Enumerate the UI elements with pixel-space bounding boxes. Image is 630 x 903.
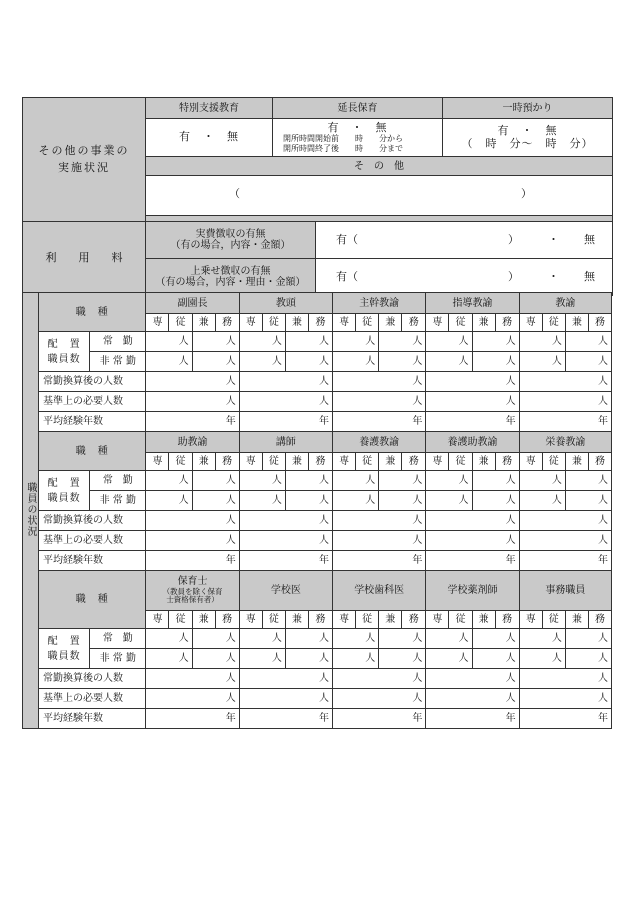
heikin-0: 年: [146, 551, 239, 571]
sonota-paren-open: （: [229, 187, 240, 200]
hijokin-senju-1: 人: [239, 491, 285, 511]
senju-char-b: 従: [169, 453, 192, 471]
kenmu-char-a: 兼: [285, 314, 308, 332]
hijokin-senju-2: 人: [333, 491, 379, 511]
haichi-line1: 配 置: [47, 477, 81, 489]
jippi-mu: 無: [584, 233, 595, 246]
uwanose-dot: ・: [548, 270, 559, 283]
kijun-2: 人: [333, 392, 426, 412]
job-hoikushi-line2: （教員を除く保育: [162, 586, 223, 596]
jokin-senju-3: 人: [426, 471, 472, 491]
uwanose-value: [316, 259, 613, 296]
jokin-senju-3: 人: [426, 629, 472, 649]
jokin-kenmu-4: 人: [565, 471, 611, 491]
jokin-senju-1: 人: [239, 629, 285, 649]
hijokin-senju-4: 人: [519, 649, 565, 669]
hijokin-senju-2: 人: [333, 352, 379, 372]
job-title: 栄養教諭: [519, 432, 611, 453]
hijokin-kenmu-2: 人: [379, 352, 426, 372]
kijun-label: 基準上の必要人数: [39, 392, 146, 412]
kenmu-char-b: 務: [402, 453, 426, 471]
heikin-2: 年: [333, 551, 426, 571]
kanzan-0: 人: [146, 511, 239, 531]
job-hoikushi-line3: 士資格保有者）: [166, 595, 219, 605]
jokin-kenmu-3: 人: [472, 471, 519, 491]
kanzan-1: 人: [239, 511, 332, 531]
encho-end-time: 開所時間終了後 時 分まで: [283, 143, 403, 153]
kenmu-char-b: 務: [588, 611, 611, 629]
kenmu-char-b: 務: [308, 611, 332, 629]
hijokin-label: 非 常 勤: [90, 649, 146, 669]
kenmu-char-b: 務: [215, 314, 239, 332]
hijokin-senju-2: 人: [333, 649, 379, 669]
kanzan-3: 人: [426, 372, 519, 392]
jokin-kenmu-0: 人: [192, 629, 239, 649]
kenmu-char-b: 務: [588, 314, 611, 332]
hijokin-label: 非 常 勤: [90, 491, 146, 511]
uwanose-close: ）: [508, 270, 519, 283]
kanzan-0: 人: [146, 669, 239, 689]
jokin-kenmu-1: 人: [285, 332, 332, 352]
kenmu-char-b: 務: [495, 453, 519, 471]
senju-char-a: 専: [519, 314, 542, 332]
tokubetsu-value: 有 ・ 無: [146, 119, 273, 157]
jokin-kenmu-1: 人: [285, 629, 332, 649]
encho-label: 延長保育: [273, 98, 443, 119]
kanzan-label: 常勤換算後の人数: [39, 372, 146, 392]
kijun-2: 人: [333, 689, 426, 709]
kenmu-char-a: 兼: [379, 453, 402, 471]
jokin-senju-2: 人: [333, 332, 379, 352]
jippi-label-cell: [146, 222, 316, 259]
kenmu-char-a: 兼: [192, 314, 215, 332]
hijokin-senju-0: 人: [146, 649, 192, 669]
tokubetsu-label: 特別支援教育: [146, 98, 273, 119]
heikin-1: 年: [239, 709, 332, 729]
jokin-senju-0: 人: [146, 471, 192, 491]
shokushu-label: 職 種: [39, 293, 146, 332]
kenmu-char-a: 兼: [565, 314, 588, 332]
hijokin-kenmu-3: 人: [472, 491, 519, 511]
senju-char-b: 従: [262, 611, 285, 629]
senju-char-a: 専: [333, 611, 356, 629]
kijun-3: 人: [426, 689, 519, 709]
hijokin-kenmu-2: 人: [379, 649, 426, 669]
kanzan-3: 人: [426, 669, 519, 689]
jippi-dot: ・: [548, 233, 559, 246]
kanzan-label: 常勤換算後の人数: [39, 669, 146, 689]
haichi-line1: 配 置: [47, 338, 81, 350]
jokin-kenmu-2: 人: [379, 332, 426, 352]
jokin-senju-0: 人: [146, 629, 192, 649]
encho-start-time: 開所時間開始前 時 分から: [283, 134, 403, 144]
job-title: 教頭: [239, 293, 332, 314]
job-title: 講師: [239, 432, 332, 453]
kenmu-char-a: 兼: [472, 453, 495, 471]
jokin-senju-3: 人: [426, 332, 472, 352]
senju-char-a: 専: [146, 611, 169, 629]
kanzan-2: 人: [333, 669, 426, 689]
senju-char-a: 専: [519, 453, 542, 471]
kijun-4: 人: [519, 531, 611, 551]
kenmu-char-b: 務: [308, 453, 332, 471]
jokin-kenmu-0: 人: [192, 332, 239, 352]
jokin-kenmu-2: 人: [379, 629, 426, 649]
jokin-senju-1: 人: [239, 332, 285, 352]
heikin-1: 年: [239, 551, 332, 571]
hijokin-senju-0: 人: [146, 491, 192, 511]
senju-char-b: 従: [169, 611, 192, 629]
senju-char-a: 専: [146, 453, 169, 471]
job-title: 学校歯科医: [333, 571, 426, 611]
encho-cell: [273, 119, 443, 157]
shokuin-header-cell: [23, 293, 39, 729]
hijokin-senju-1: 人: [239, 352, 285, 372]
ichiji-cell: [443, 119, 613, 157]
kenmu-char-a: 兼: [472, 314, 495, 332]
kanzan-3: 人: [426, 511, 519, 531]
jippi-label: 実費徴収の有無: [195, 229, 266, 240]
jippi-close: ）: [508, 233, 519, 246]
senju-char-b: 従: [262, 453, 285, 471]
heikin-4: 年: [519, 412, 611, 432]
jokin-senju-2: 人: [333, 471, 379, 491]
heikin-label: 平均経験年数: [39, 551, 146, 571]
heikin-4: 年: [519, 709, 611, 729]
uwanose-sublabel: （有の場合，内容・理由・金額）: [155, 277, 306, 288]
hijokin-kenmu-1: 人: [285, 491, 332, 511]
senju-char-a: 専: [239, 453, 262, 471]
shokushu-label: 職 種: [39, 571, 146, 629]
senju-char-b: 従: [542, 314, 565, 332]
senju-char-b: 従: [449, 314, 472, 332]
shokushu-label: 職 種: [39, 432, 146, 471]
job-title: 事務職員: [519, 571, 611, 611]
jippi-value: [316, 222, 613, 259]
senju-char-b: 従: [356, 314, 379, 332]
hijokin-kenmu-4: 人: [565, 491, 611, 511]
hijokin-kenmu-3: 人: [472, 649, 519, 669]
heikin-label: 平均経験年数: [39, 412, 146, 432]
sonota-paren-close: ）: [521, 187, 532, 200]
kenmu-char-a: 兼: [472, 611, 495, 629]
jokin-label: 常 勤: [90, 629, 146, 649]
job-title: 学校医: [239, 571, 332, 611]
senju-char-b: 従: [262, 314, 285, 332]
kijun-4: 人: [519, 392, 611, 412]
kijun-3: 人: [426, 392, 519, 412]
kanzan-4: 人: [519, 669, 611, 689]
hijokin-kenmu-0: 人: [192, 352, 239, 372]
senju-char-b: 従: [169, 314, 192, 332]
kanzan-4: 人: [519, 511, 611, 531]
kanzan-0: 人: [146, 372, 239, 392]
kanzan-4: 人: [519, 372, 611, 392]
senju-char-b: 従: [449, 611, 472, 629]
uwanose-yu: 有（: [336, 270, 358, 283]
haichi-line2: 職員数: [47, 492, 81, 504]
senju-char-a: 専: [426, 314, 449, 332]
jokin-senju-4: 人: [519, 471, 565, 491]
kenmu-char-b: 務: [495, 314, 519, 332]
staff-table: [22, 292, 612, 729]
kanzan-1: 人: [239, 669, 332, 689]
hijokin-senju-0: 人: [146, 352, 192, 372]
haichi-label: [39, 471, 90, 511]
heikin-0: 年: [146, 412, 239, 432]
jigyo-header-cell: [23, 98, 146, 222]
jigyo-header: その他の事業の実施状況: [38, 144, 130, 174]
kijun-4: 人: [519, 689, 611, 709]
shokuin-header: 職員の状況: [25, 481, 37, 537]
kenmu-char-b: 務: [215, 611, 239, 629]
ichiji-time: （ 時 分～ 時 分）: [461, 136, 594, 150]
uwanose-label-cell: [146, 259, 316, 296]
kenmu-char-a: 兼: [285, 611, 308, 629]
job-title: 副園長: [146, 293, 239, 314]
ichiji-label: 一時預かり: [443, 98, 613, 119]
jokin-senju-4: 人: [519, 629, 565, 649]
job-title: 教諭: [519, 293, 611, 314]
kanzan-1: 人: [239, 372, 332, 392]
job-title: 養護教諭: [333, 432, 426, 453]
hijokin-senju-1: 人: [239, 649, 285, 669]
senju-char-b: 従: [542, 453, 565, 471]
hijokin-label: 非 常 勤: [90, 352, 146, 372]
senju-char-a: 専: [426, 611, 449, 629]
senju-char-b: 従: [449, 453, 472, 471]
jokin-senju-4: 人: [519, 332, 565, 352]
jippi-sublabel: （有の場合，内容・金額）: [170, 240, 291, 251]
kenmu-char-a: 兼: [379, 314, 402, 332]
haichi-line2: 職員数: [47, 650, 81, 662]
hijokin-senju-4: 人: [519, 491, 565, 511]
haichi-line2: 職員数: [47, 353, 81, 365]
jokin-senju-1: 人: [239, 471, 285, 491]
business-table: [22, 97, 613, 296]
kijun-0: 人: [146, 531, 239, 551]
heikin-3: 年: [426, 551, 519, 571]
hijokin-kenmu-4: 人: [565, 649, 611, 669]
hijokin-senju-3: 人: [426, 649, 472, 669]
jokin-kenmu-3: 人: [472, 332, 519, 352]
haichi-line1: 配 置: [47, 635, 81, 647]
kenmu-char-b: 務: [215, 453, 239, 471]
senju-char-a: 専: [426, 453, 449, 471]
jokin-senju-2: 人: [333, 629, 379, 649]
job-title: 主幹教諭: [333, 293, 426, 314]
job-title: 指導教諭: [426, 293, 519, 314]
kijun-3: 人: [426, 531, 519, 551]
jokin-label: 常 勤: [90, 471, 146, 491]
hijokin-senju-3: 人: [426, 352, 472, 372]
heikin-2: 年: [333, 412, 426, 432]
kenmu-char-b: 務: [495, 611, 519, 629]
sonota-value: [146, 176, 613, 216]
haichi-label: [39, 332, 90, 372]
hijokin-kenmu-4: 人: [565, 352, 611, 372]
senju-char-a: 専: [239, 314, 262, 332]
senju-char-a: 専: [333, 453, 356, 471]
kenmu-char-a: 兼: [379, 611, 402, 629]
kenmu-char-a: 兼: [192, 453, 215, 471]
heikin-3: 年: [426, 709, 519, 729]
job-title: 学校薬剤師: [426, 571, 519, 611]
kanzan-label: 常勤換算後の人数: [39, 511, 146, 531]
senju-char-b: 従: [542, 611, 565, 629]
senju-char-b: 従: [356, 453, 379, 471]
kenmu-char-a: 兼: [565, 611, 588, 629]
heikin-4: 年: [519, 551, 611, 571]
hijokin-senju-3: 人: [426, 491, 472, 511]
kenmu-char-a: 兼: [285, 453, 308, 471]
jokin-kenmu-4: 人: [565, 629, 611, 649]
hijokin-senju-4: 人: [519, 352, 565, 372]
kenmu-char-a: 兼: [565, 453, 588, 471]
sonota-label: そ の 他: [146, 157, 613, 176]
jippi-yu: 有（: [336, 233, 358, 246]
jokin-kenmu-3: 人: [472, 629, 519, 649]
encho-value: 有 ・ 無: [327, 121, 388, 135]
job-hoikushi-line1: 保育士: [177, 576, 208, 588]
jokin-kenmu-1: 人: [285, 471, 332, 491]
uwanose-mu: 無: [584, 270, 595, 283]
kijun-0: 人: [146, 689, 239, 709]
kenmu-char-b: 務: [402, 314, 426, 332]
heikin-0: 年: [146, 709, 239, 729]
kenmu-char-b: 務: [402, 611, 426, 629]
heikin-label: 平均経験年数: [39, 709, 146, 729]
job-hoikushi: [146, 571, 239, 611]
hijokin-kenmu-1: 人: [285, 649, 332, 669]
kenmu-char-a: 兼: [192, 611, 215, 629]
riyou-header: 利 用 料: [23, 222, 146, 296]
hijokin-kenmu-0: 人: [192, 649, 239, 669]
senju-char-a: 専: [519, 611, 542, 629]
kijun-label: 基準上の必要人数: [39, 689, 146, 709]
heikin-2: 年: [333, 709, 426, 729]
senju-char-a: 専: [146, 314, 169, 332]
kanzan-2: 人: [333, 511, 426, 531]
haichi-label: [39, 629, 90, 669]
hijokin-kenmu-2: 人: [379, 491, 426, 511]
ichiji-value: 有 ・ 無: [497, 124, 558, 138]
hijokin-kenmu-1: 人: [285, 352, 332, 372]
senju-char-b: 従: [356, 611, 379, 629]
job-title: 助教諭: [146, 432, 239, 453]
job-title: 養護助教諭: [426, 432, 519, 453]
jokin-senju-0: 人: [146, 332, 192, 352]
uwanose-label: 上乗せ徴収の有無: [190, 266, 271, 277]
kijun-2: 人: [333, 531, 426, 551]
kijun-1: 人: [239, 392, 332, 412]
jokin-kenmu-0: 人: [192, 471, 239, 491]
kanzan-2: 人: [333, 372, 426, 392]
hijokin-kenmu-3: 人: [472, 352, 519, 372]
senju-char-a: 専: [333, 314, 356, 332]
kenmu-char-b: 務: [308, 314, 332, 332]
senju-char-a: 専: [239, 611, 262, 629]
kijun-label: 基準上の必要人数: [39, 531, 146, 551]
jokin-kenmu-2: 人: [379, 471, 426, 491]
jokin-label: 常 勤: [90, 332, 146, 352]
heikin-1: 年: [239, 412, 332, 432]
jokin-kenmu-4: 人: [565, 332, 611, 352]
hijokin-kenmu-0: 人: [192, 491, 239, 511]
kijun-0: 人: [146, 392, 239, 412]
heikin-3: 年: [426, 412, 519, 432]
kijun-1: 人: [239, 689, 332, 709]
kijun-1: 人: [239, 531, 332, 551]
kenmu-char-b: 務: [588, 453, 611, 471]
